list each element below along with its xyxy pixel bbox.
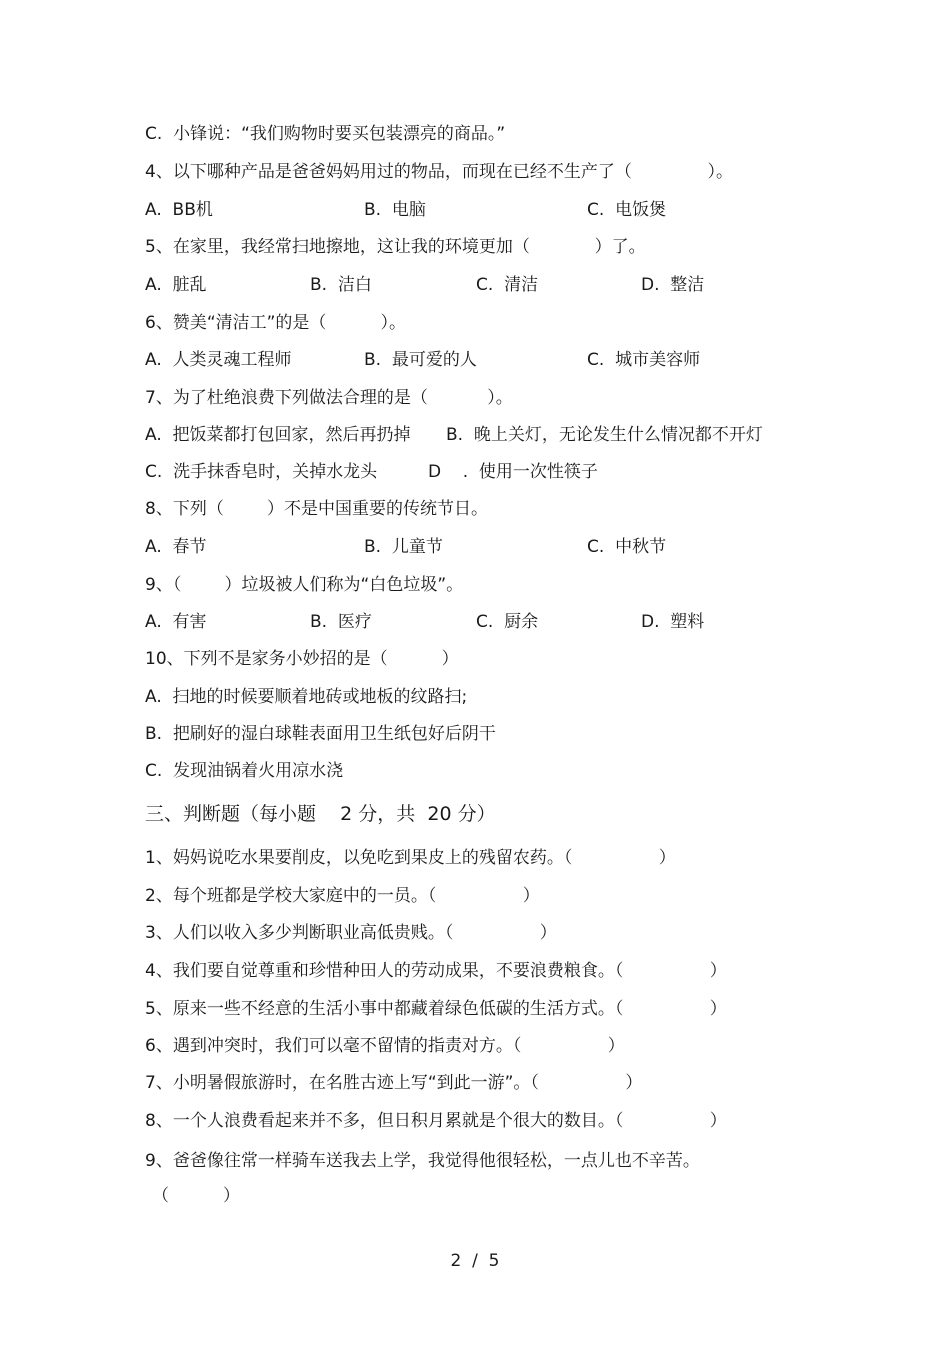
judge-3: 3、人们以收入多少判断职业高低贵贱。（ ） bbox=[145, 923, 557, 943]
q5-option-a: A. 脏乱 bbox=[145, 275, 207, 295]
judge-2: 2、每个班都是学校大家庭中的一员。（ ） bbox=[145, 886, 540, 906]
judge-6: 6、遇到冲突时，我们可以毫不留情的指责对方。（ ） bbox=[145, 1036, 625, 1056]
q6-option-b: B. 最可爱的人 bbox=[364, 350, 477, 370]
q5-option-d: D. 整洁 bbox=[641, 275, 705, 295]
q7-option-b: B. 晚上关灯，无论发生什么情况都不开灯 bbox=[446, 425, 763, 445]
q7-option-d: D . 使用一次性筷子 bbox=[428, 462, 598, 482]
section-3-heading: 三、判断题（每小题 2 分，共 20 分） bbox=[145, 803, 496, 825]
judge-5: 5、原来一些不经意的生活小事中都藏着绿色低碳的生活方式。（ ） bbox=[145, 999, 727, 1019]
q7-option-a: A. 把饭菜都打包回家，然后再扔掉 bbox=[145, 425, 411, 445]
q6-option-a: A. 人类灵魂工程师 bbox=[145, 350, 292, 370]
question-6: 6、赞美“清洁工”的是（ ）。 bbox=[145, 313, 406, 333]
q8-option-a: A. 春节 bbox=[145, 537, 207, 557]
judge-9: 9、爸爸像往常一样骑车送我去上学，我觉得他很轻松，一点儿也不辛苦。 bbox=[145, 1151, 700, 1171]
q10-option-c: C. 发现油锅着火用凉水浇 bbox=[145, 761, 344, 781]
q6-option-c: C. 城市美容师 bbox=[587, 350, 701, 370]
q10-option-b: B. 把刷好的湿白球鞋表面用卫生纸包好后阴干 bbox=[145, 724, 496, 744]
q8-option-c: C. 中秋节 bbox=[587, 537, 667, 557]
q4-option-c: C. 电饭煲 bbox=[587, 200, 667, 220]
judge-4: 4、我们要自觉尊重和珍惜种田人的劳动成果，不要浪费粮食。（ ） bbox=[145, 961, 727, 981]
question-10: 10、下列不是家务小妙招的是（ ） bbox=[145, 649, 459, 669]
q9-option-d: D. 塑料 bbox=[641, 612, 705, 632]
question-9: 9、（ ）垃圾被人们称为“白色垃圾”。 bbox=[145, 575, 464, 595]
q10-option-a: A. 扫地的时候要顺着地砖或地板的纹路扫; bbox=[145, 687, 468, 707]
question-8: 8、下列（ ）不是中国重要的传统节日。 bbox=[145, 499, 489, 519]
question-4: 4、以下哪种产品是爸爸妈妈用过的物品，而现在已经不生产了（ ）。 bbox=[145, 162, 733, 182]
q4-option-a: A. BB机 bbox=[145, 200, 213, 220]
question-7: 7、为了杜绝浪费下列做法合理的是（ ）。 bbox=[145, 388, 513, 408]
q9-option-a: A. 有害 bbox=[145, 612, 207, 632]
q7-option-c: C. 洗手抹香皂时，关掉水龙头 bbox=[145, 462, 378, 482]
judge-8: 8、一个人浪费看起来并不多，但日积月累就是个很大的数目。（ ） bbox=[145, 1111, 727, 1131]
q5-option-c: C. 清洁 bbox=[476, 275, 539, 295]
question-5: 5、在家里，我经常扫地擦地，这让我的环境更加（ ）了。 bbox=[145, 237, 646, 257]
judge-9-answer-blank: （ ） bbox=[152, 1186, 241, 1206]
judge-7: 7、小明暑假旅游时，在名胜古迹上写“到此一游”。（ ） bbox=[145, 1073, 643, 1093]
page-number: 2 / 5 bbox=[450, 1251, 500, 1271]
q4-option-b: B. 电脑 bbox=[364, 200, 426, 220]
q8-option-b: B. 儿童节 bbox=[364, 537, 443, 557]
q9-option-b: B. 医疗 bbox=[310, 612, 372, 632]
q5-option-b: B. 洁白 bbox=[310, 275, 372, 295]
q3-option-c: C. 小锋说：“我们购物时要买包装漂亮的商品。” bbox=[145, 124, 506, 144]
judge-1: 1、妈妈说吃水果要削皮，以免吃到果皮上的残留农药。（ ） bbox=[145, 848, 676, 868]
q9-option-c: C. 厨余 bbox=[476, 612, 539, 632]
